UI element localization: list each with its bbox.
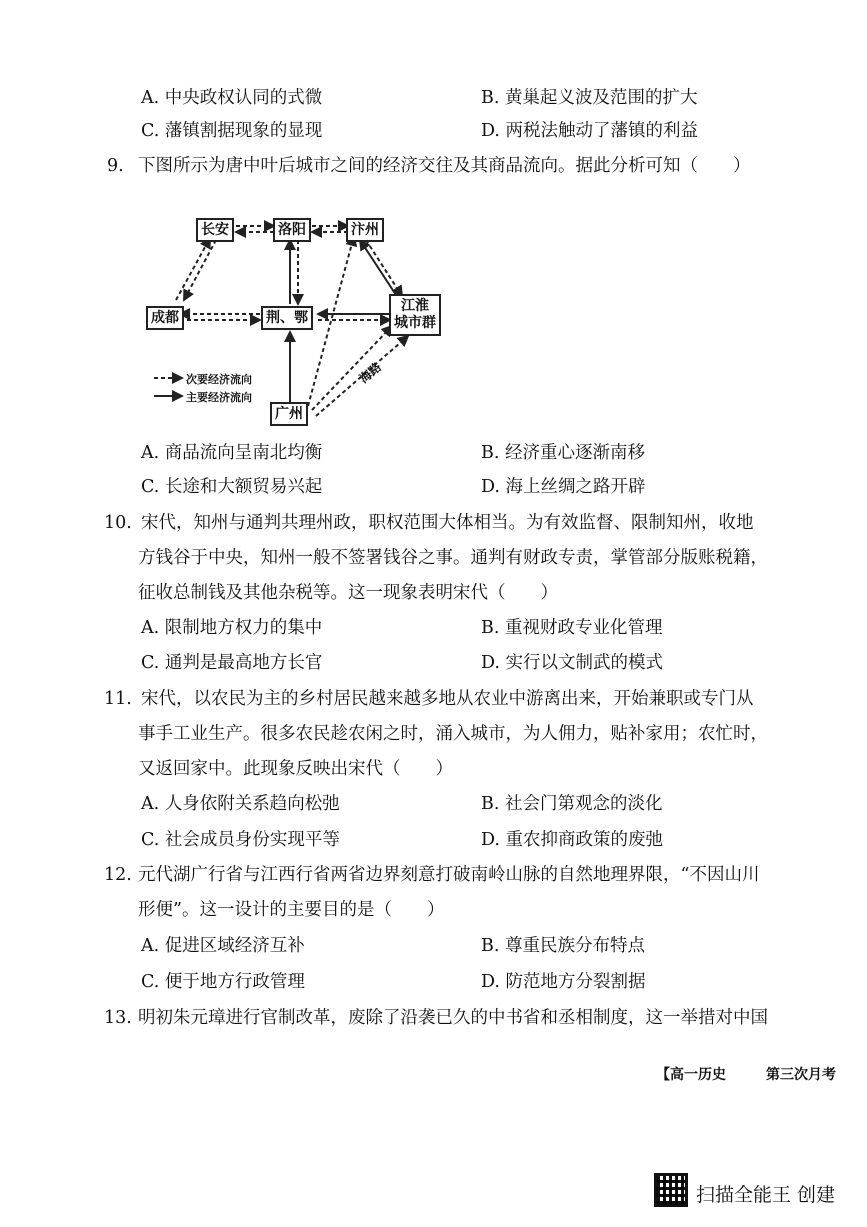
q11-number: 11. <box>104 689 132 709</box>
q9-stem: 下图所示为唐中叶后城市之间的经济交往及其商品流向。据此分析可知（ ） <box>138 156 751 176</box>
footer-exam: 第三次月考 <box>766 1067 836 1083</box>
q10-option-a: A. 限制地方权力的集中 <box>141 618 323 638</box>
legend-secondary: 次要经济流向 <box>186 373 252 386</box>
q12-option-b: B. 尊重民族分布特点 <box>481 936 645 956</box>
q11-line-1: 宋代，以农民为主的乡村居民越来越多地从农业中游离出来，开始兼职或专门从 <box>141 689 754 709</box>
q9-option-a: A. 商品流向呈南北均衡 <box>141 443 323 463</box>
q10-option-c: C. 通判是最高地方长官 <box>141 653 323 673</box>
q10-option-d: D. 实行以文制武的模式 <box>481 653 664 673</box>
flow-line <box>176 238 210 300</box>
economic-flow-diagram <box>140 196 460 432</box>
flow-line <box>366 240 402 296</box>
q10-line-3: 征收总制钱及其他杂税等。这一现象表明宋代（ ） <box>138 583 558 603</box>
q10-number: 10. <box>104 513 132 533</box>
q11-option-d: D. 重农抑商政策的废弛 <box>481 830 664 850</box>
q12-line-1: 元代湖广行省与江西行省两省边界刻意打破南岭山脉的自然地理界限，“不因山川 <box>138 865 760 885</box>
legend-primary: 主要经济流向 <box>186 391 252 404</box>
node-chengdu: 成都 <box>146 306 184 330</box>
q9-option-c: C. 长途和大额贸易兴起 <box>141 477 323 497</box>
node-guangzhou: 广州 <box>270 402 308 426</box>
q8-option-d: D. 两税法触动了藩镇的利益 <box>481 121 699 141</box>
q13-line-1: 明初朱元璋进行官制改革，废除了沿袭已久的中书省和丞相制度，这一举措对中国 <box>138 1008 768 1028</box>
footer-subject: 【高一历史 <box>656 1067 726 1083</box>
q11-line-3: 又返回家中。此现象反映出宋代（ ） <box>138 759 453 779</box>
flow-line <box>360 240 398 298</box>
scanner-watermark: 扫描全能王 创建 <box>696 1184 836 1206</box>
node-bianzhou: 汴州 <box>346 218 384 242</box>
node-jianghuai <box>389 294 441 336</box>
q10-line-1: 宋代，知州与通判共理州政，职权范围大体相当。为有效监督、限制知州，收地 <box>141 513 754 533</box>
q8-option-c: C. 藩镇割据现象的显现 <box>141 121 323 141</box>
q11-option-c: C. 社会成员身份实现平等 <box>141 830 340 850</box>
q9-option-d: D. 海上丝绸之路开辟 <box>481 477 646 497</box>
q12-line-2: 形便”。这一设计的主要目的是（ ） <box>138 900 445 920</box>
node-luoyang: 洛阳 <box>273 218 311 242</box>
q11-line-2: 事手工业生产。很多农民趁农闲之时，涌入城市，为人佣力，贴补家用；农忙时， <box>138 724 768 744</box>
node-changan: 长安 <box>196 218 234 242</box>
q9-option-b: B. 经济重心逐渐南移 <box>481 443 645 463</box>
q8-option-b: B. 黄巢起义波及范围的扩大 <box>481 88 698 108</box>
node-jianghuai-line2: 城市群 <box>394 315 436 331</box>
q12-option-a: A. 促进区域经济互补 <box>141 936 305 956</box>
q12-number: 12. <box>104 865 132 885</box>
node-jianghuai-line1: 江淮 <box>401 298 429 314</box>
node-jing-e: 荆、鄂 <box>261 306 313 330</box>
q10-option-b: B. 重视财政专业化管理 <box>481 618 663 638</box>
qr-code-icon <box>654 1173 688 1207</box>
q11-option-a: A. 人身依附关系趋向松弛 <box>141 794 340 814</box>
q11-option-b: B. 社会门第观念的淡化 <box>481 794 663 814</box>
flow-line <box>184 240 216 300</box>
q12-option-d: D. 防范地方分裂割据 <box>481 972 646 992</box>
q9-number: 9. <box>107 156 124 176</box>
q8-option-a: A. 中央政权认同的式微 <box>141 88 323 108</box>
q13-number: 13. <box>104 1008 132 1028</box>
sea-route-label: 海路 <box>356 359 385 386</box>
q12-option-c: C. 便于地方行政管理 <box>141 972 305 992</box>
q10-line-2: 方钱谷于中央，知州一般不签署钱谷之事。通判有财政专责，掌管部分版账税籍， <box>138 548 768 568</box>
